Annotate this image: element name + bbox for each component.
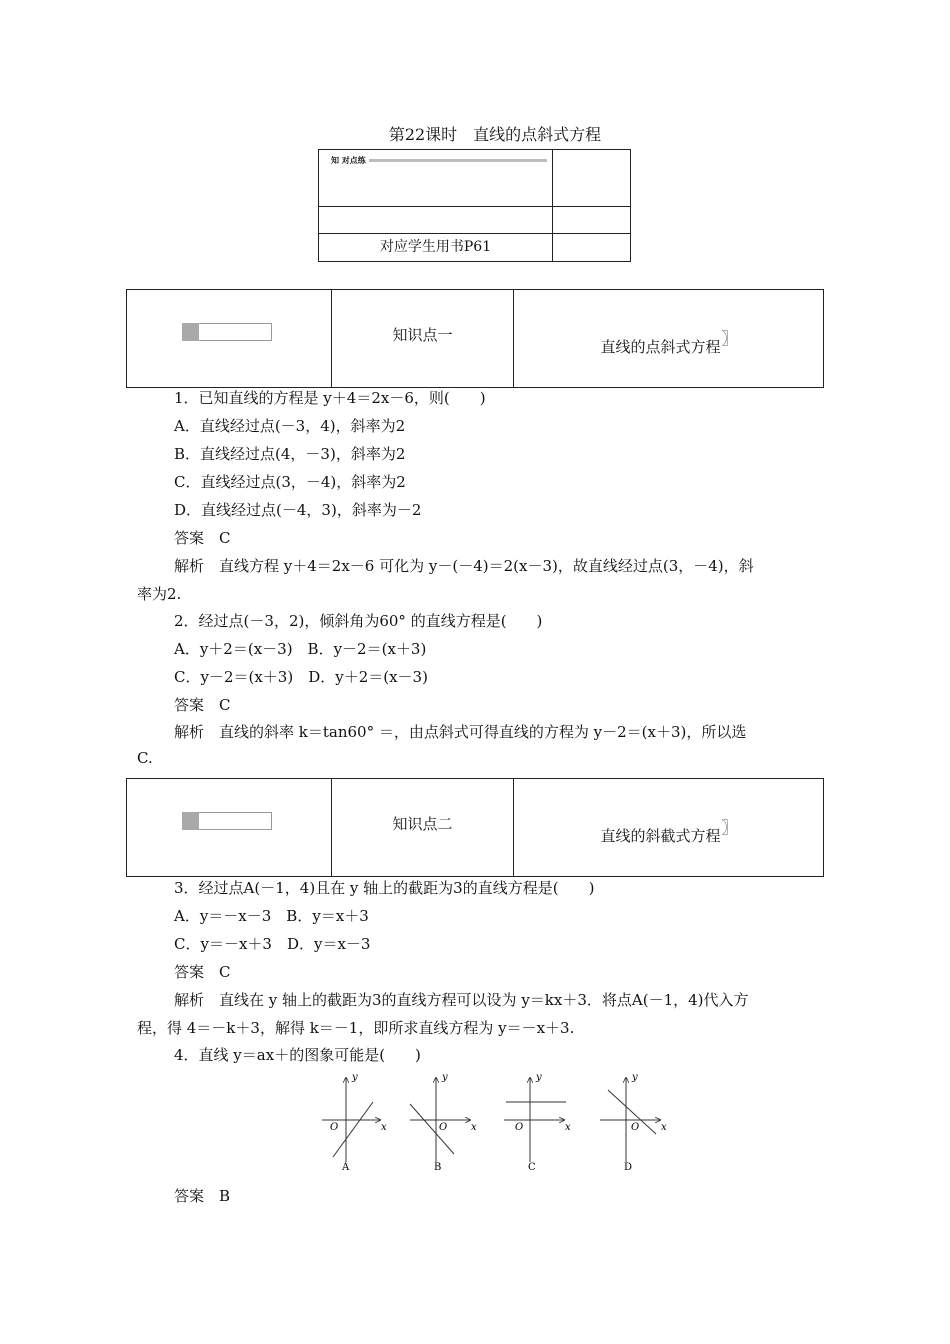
origin-label: O [439, 1122, 448, 1133]
q3-analysis-cont: 程，得 4＝－k＋3，解得 k＝－1，即所求直线方程为 y＝－x＋3. [137, 1019, 575, 1037]
x-axis-label: x [565, 1122, 571, 1133]
y-axis-label: y [442, 1072, 448, 1083]
knowledge-point-label: 知识点一 [392, 326, 453, 344]
graph-label-d: D [624, 1162, 633, 1173]
q1-answer: 答案 C [174, 529, 231, 547]
section-header-1 [126, 289, 824, 388]
practice-banner [331, 156, 547, 164]
q3-analysis: 解析 直线在 y 轴上的截距为3的直线方程可以设为 y＝kx＋3．将点A(－1，4)代入方 [174, 991, 749, 1009]
graph-label-a: A [342, 1162, 350, 1173]
q3-options-row2: C．y＝－x＋3 D．y＝x－3 [174, 935, 371, 953]
origin-label: O [330, 1122, 339, 1133]
q2-answer: 答案 C [174, 696, 231, 714]
reference-text: 对应学生用书P61 [379, 239, 492, 255]
graph-a [322, 1072, 387, 1173]
banner-tag: 知 对点练 [331, 156, 366, 165]
q1-option-d: D．直线经过点(－4，3)，斜率为－2 [174, 501, 422, 519]
q1-analysis: 解析 直线方程 y＋4＝2x－6 可化为 y－(－4)＝2(x－3)，故直线经过点(3，－4)，斜 [174, 557, 754, 575]
origin-label: O [515, 1122, 524, 1133]
page-title: 第22课时 直线的点斜式方程 [388, 125, 602, 144]
q1-option-c: C．直线经过点(3，－4)，斜率为2 [174, 473, 406, 491]
origin-label: O [631, 1122, 640, 1133]
section-glyph-icon [182, 812, 274, 830]
x-axis-label: x [471, 1122, 477, 1133]
q2-analysis-cont: C. [137, 749, 153, 767]
graph-label-b: B [434, 1162, 442, 1173]
section-header-2 [126, 778, 824, 877]
y-axis-label: y [352, 1072, 358, 1083]
y-axis-label: y [632, 1072, 638, 1083]
knowledge-topic: 直线的点斜式方程〗 [600, 329, 738, 356]
section-glyph-icon [182, 323, 274, 341]
q4-answer: 答案 B [174, 1187, 231, 1205]
q1-option-a: A．直线经过点(－3，4)，斜率为2 [174, 417, 406, 435]
q1-analysis-cont: 率为2. [137, 585, 182, 603]
q2-options-row2: C．y－2＝(x＋3) D．y＋2＝(x－3) [174, 668, 428, 686]
q1-option-b: B．直线经过点(4，－3)，斜率为2 [174, 445, 406, 463]
banner-bar [369, 159, 547, 162]
q3-options-row1: A．y＝－x－3 B．y＝x＋3 [174, 907, 369, 925]
x-axis-label: x [381, 1122, 387, 1133]
graph-d [600, 1072, 667, 1173]
q4-graph-options [318, 1072, 678, 1182]
header-table [318, 149, 631, 262]
q4-stem: 4．直线 y＝ax＋的图象可能是( ) [174, 1046, 421, 1064]
graph-b [410, 1072, 477, 1173]
q3-answer: 答案 C [174, 963, 231, 981]
q2-options-row1: A．y＋2＝(x－3) B．y－2＝(x＋3) [174, 640, 427, 658]
y-axis-label: y [536, 1072, 542, 1083]
q3-stem: 3．经过点A(－1，4)且在 y 轴上的截距为3的直线方程是( ) [174, 879, 595, 897]
graph-label-c: C [528, 1162, 536, 1173]
q2-analysis: 解析 直线的斜率 k＝tan60° ＝，由点斜式可得直线的方程为 y－2＝(x＋3)，所以选 [174, 723, 747, 741]
knowledge-point-label: 知识点二 [392, 815, 453, 833]
knowledge-topic: 直线的斜截式方程〗 [600, 818, 738, 845]
x-axis-label: x [661, 1122, 667, 1133]
q2-stem: 2．经过点(－3，2)，倾斜角为60° 的直线方程是( ) [174, 612, 543, 630]
q1-stem: 1．已知直线的方程是 y＋4＝2x－6，则( ) [174, 389, 486, 407]
graph-c [504, 1072, 571, 1173]
